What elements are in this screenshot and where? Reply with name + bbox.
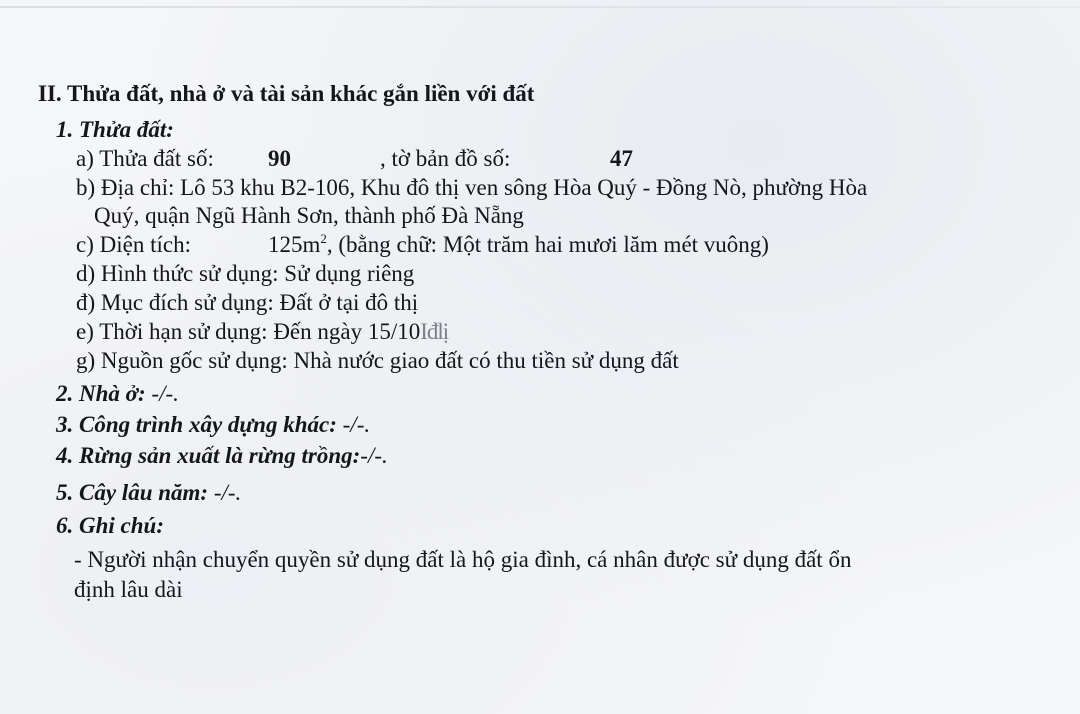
construction-row (56, 411, 370, 439)
trees-value: -/-. (213, 480, 242, 505)
section-title: II. Thửa đất, nhà ở và tài sản khác gắn liền với đất (38, 81, 535, 106)
usage-purpose: đ) Mục đích sử dụng: Đất ở tại đô thị (76, 290, 419, 315)
notes-line-2: định lâu dài (74, 577, 183, 602)
house-value: -/-. (151, 381, 179, 406)
page-top-edge (0, 6, 1080, 8)
area-in-words: , (bằng chữ: Một trăm hai mươi lăm mét vuông) (326, 232, 769, 257)
notes-line-1: - Người nhận chuyển quyền sử dụng đất là hộ gia đình, cá nhân được sử dụng đất ổn (74, 547, 852, 572)
trees-row (56, 479, 241, 507)
land-heading: 1. Thửa đất: (56, 117, 174, 142)
area-superscript: 2 (320, 231, 327, 246)
forest-heading: 4. Rừng sản xuất là rừng trồng: (56, 443, 361, 468)
notes-heading: 6. Ghi chú: (56, 513, 164, 538)
house-row (56, 380, 179, 408)
area-number: 125m (268, 232, 321, 257)
construction-value: -/-. (342, 412, 371, 437)
house-heading: 2. Nhà ở: (56, 381, 146, 406)
usage-term-faded: Iđlị (420, 319, 449, 344)
address-line-1: b) Địa chỉ: Lô 53 khu B2-106, Khu đô thị ven sông Hòa Quý - Đồng Nò, phường Hòa (76, 175, 868, 200)
forest-row (56, 442, 388, 470)
trees-heading: 5. Cây lâu năm: (56, 480, 209, 505)
land-number-value: 90 (268, 146, 291, 171)
address-line-2: Quý, quận Ngũ Hành Sơn, thành phố Đà Nẵng (94, 203, 524, 228)
map-sheet-value: 47 (610, 146, 633, 171)
area-value (268, 231, 769, 259)
land-number-label: a) Thửa đất số: (76, 146, 214, 171)
usage-form: d) Hình thức sử dụng: Sử dụng riêng (76, 261, 415, 286)
usage-term (76, 318, 448, 346)
forest-value: -/-. (360, 443, 388, 468)
area-label: c) Diện tích: (76, 232, 191, 257)
usage-origin: g) Nguồn gốc sử dụng: Nhà nước giao đất có thu tiền sử dụng đất (76, 348, 679, 373)
map-sheet-label: , tờ bản đồ số: (380, 146, 511, 171)
construction-heading: 3. Công trình xây dựng khác: (56, 412, 337, 437)
usage-term-text: e) Thời hạn sử dụng: Đến ngày 15/10 (76, 319, 421, 344)
